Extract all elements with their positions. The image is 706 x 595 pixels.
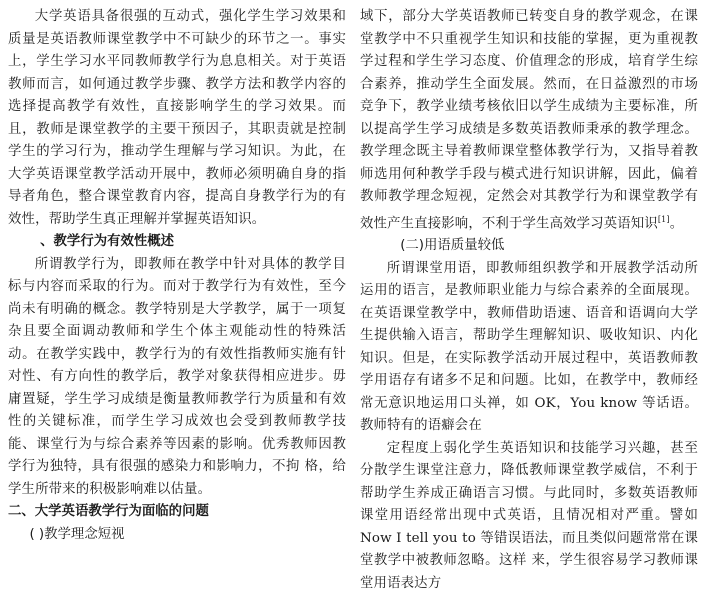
subsection-heading-shortsighted-concept: ( )教学理念短视: [29, 526, 125, 542]
citation-marker: [1]: [657, 214, 670, 224]
section-heading-teaching-behavior-overview: 、教学行为有效性概述: [40, 234, 175, 249]
teaching-concept-end: 。: [669, 215, 684, 231]
teaching-behavior-paragraph: 所谓教学行为，即教师在教学中针对具体的教学目标与内容而采取的行为。而对于教学行为有效性，至今尚未有明确的概念。教学特别是大学教学，属于一项复杂且要全面调动教师和学生个体主观能动性的特殊活动。在教学实践中，教学行为的有效性指教师实施有针对性、有方向性的教学后，教学对象获得相应进步。毋庸置疑，学生学习成绩是衡量教师教学行为质量和有效性的关键标准，而学生学习成效也会受到教师教学技能、课堂行为与综合素养等因素的影响。优秀教师因教学行为独特，具有很强的感染力和影响力，不拘 格，给学生所带来的积极影响难以估量。: [8, 256, 346, 497]
section-heading-problems: 二、大学英语教学行为面临的问题: [8, 504, 209, 519]
subsection-heading-language-quality: (二)用语质量较低: [400, 238, 505, 254]
intro-paragraph: 大学英语具备很强的互动式，强化学生学习效果和质量是英语教师课堂教学中不可缺少的环节之一。事实上，学生学习水平同教师教学行为息息相关。对于英语教师而言，如何通过教学步骤、教学方法和教学内容的选择提高教学有效性，直接影响学生的学习效果。而且，教师是课堂教学的主要干预因子，其职责就是控制学生的学习行为，推动学生理解与学习知识。为此，在大学英语课堂教学活动开展中，教师必须明确自身的指导者角色，整合课堂教育内容，提高自身教学行为的有效性，帮助学生真正理解并掌握英语知识。: [8, 9, 346, 227]
language-habit-paragraph: 定程度上弱化学生英语知识和技能学习兴趣，甚至分散学生课堂注意力，降低教师课堂教学威信，不利于帮助学生养成正确语言习惯。与此同时，多数英语教师课堂用语经常出现中式英语，且情况相对严重。譬如 Now I tell you to 等错误语法，而且类似问题常常在课堂教学中被教师忽略。这样 来，学生很容易学习教师课堂用语表达方: [360, 440, 698, 591]
classroom-language-paragraph: 所谓课堂用语，即教师组织教学和开展教学活动所运用的语言，是教师职业能力与综合素养的全面展现。在英语课堂教学中，教师借助语速、语音和语调向大学生提供输入语言，帮助学生理解知识、吸收知识、内化知识。但是，在实际教学活动开展过程中，英语教师教学用语存有诸多不足和问题。比如，在教学中，教师经常无意识地运用口头禅，如 OK，You know 等话语。教师特有的语癖会在: [360, 260, 698, 434]
teaching-concept-text: 域下，部分大学英语教师已转变自身的教学观念，在课堂教学中不只重视学生知识和技能的掌握，更为重视教学过程和学生学习态度、价值理念的形成，培育学生综合素养，推动学生全面发展。然而，在日益激烈的市场竞争下，教学业绩考核依旧以学生成绩为主要标准，所以提高学生学习成绩是多数英语教师秉承的教学理念。教学理念既主导着教师课堂整体教学行为，又指导着教师选用何种教学手段与模式进行知识讲解，因此，偏着教师教学理念短视，定然会对其教学行为和课堂教学有效性产生直接影响，不利于学生高效学习英语知识: [360, 9, 698, 231]
left-column: [8, 6, 346, 542]
right-column: [360, 6, 698, 591]
teaching-concept-paragraph: [360, 6, 698, 235]
